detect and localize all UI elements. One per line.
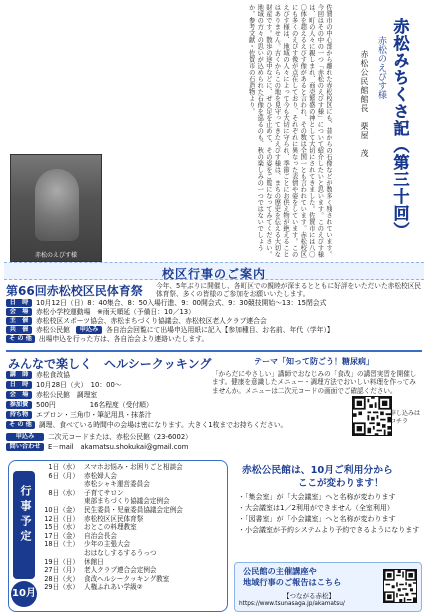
row-text: 各自治会回覧にて出場申込用紙に記入【参加種目、お名前、年代（学年）】 — [105, 326, 334, 334]
notice-item: ・ 「集会室」が「大会議室」へと名称が変わります — [238, 492, 422, 503]
row-label: 申込み — [76, 326, 102, 334]
ebisu-statue-image — [35, 169, 79, 241]
cook-row-fee — [6, 401, 153, 409]
row-label: 参加費 — [6, 401, 32, 409]
calendar-date — [43, 480, 79, 489]
footer-qr-code-icon[interactable] — [383, 569, 417, 603]
notice-subtitle: ここが変わります！ — [298, 478, 384, 489]
row-text: 赤松公民館 — [36, 326, 70, 334]
calendar-event: スマホお悩み・お困りごと相談会 — [84, 463, 183, 471]
calendar-label: 行事予定 — [19, 485, 32, 545]
row-text: 10月12日（日）8：40集合、8：50入場行進、9：00開会式、9：30競技開始～13：15閉会式 — [36, 299, 327, 307]
essay-body: 佐賀市の中心部から離れた赤松校区にも、昔からの石像などが数多く残されています。今回はその中の一つ「赤松のえびす様」について紹介したいと思います。このえびす様は、町の人々に親しまれ、商売繁盛の神として大切にされてきました。佐賀市には八〇〇体を超えるえびす像があると言われ、その数は全国一とも言われています。赤松校区にも多くのえびす像が点在しており、それぞれに異なった表情や姿をしています。このえびす様は、地域の人々によって今も大切に守られ、季節ごとにお供え物が絶えることはありません。古くからこの地を見守ってきたえびす様は、まちの歴史を伝える大切な財産です。散歩の途中などに、ぜひ足を止めて、その姿をご覧になってみてください。地域の方々の思いが込められた石像を巡るのも、秋の楽しみの一つではないでしょうか。参考文献・佐賀市の石造物より。 — [247, 4, 332, 258]
row-text: E－mail akamatsu.shokukai@gmail.com — [48, 443, 189, 451]
notice-item: ・ 「図書室」が「小会議室」へと名称が変わります — [238, 514, 422, 525]
calendar-item — [43, 515, 225, 524]
cook-row-instructor — [6, 371, 70, 379]
cook-row-datetime — [6, 381, 122, 389]
row-label: 問い合わせ — [6, 443, 44, 451]
notice-item: ・ 小会議室が予約システムより予約できるようになります — [238, 525, 422, 536]
notice-list — [238, 492, 422, 536]
calendar-event: 子育てサロン — [84, 488, 124, 497]
calendar-event: 民生委員・児童委員協議会定例会 — [84, 505, 183, 514]
calendar-date: 8日（水） — [48, 488, 79, 497]
row-text: 赤松校区スポーツ協会、赤松まちづくり協議会、赤松校区老人クラブ連合会 — [36, 317, 267, 325]
calendar-date: 10日（金） — [44, 505, 79, 514]
calendar-event: 赤松婦人会 — [84, 471, 117, 480]
essay-title: 赤松みちくさ記（第三十回） — [391, 18, 410, 239]
calendar-event: おはなしするするうっつ — [84, 548, 157, 557]
row-text: 二次元コードまたは、赤松公民館（23-6002） — [48, 433, 192, 441]
section-header — [4, 262, 424, 280]
cook-row-other — [6, 421, 287, 429]
calendar-event: 老人クラブ連合会定例会 — [84, 566, 157, 575]
footer-line3: 【つながる赤松】 — [283, 592, 335, 600]
footer-banner — [234, 562, 422, 612]
essay-title-box — [344, 10, 422, 248]
calendar-date: 12日（日） — [44, 514, 79, 523]
footer-line1: 公民館の主催講座や — [243, 566, 317, 576]
row-label: 共 催 — [6, 326, 32, 334]
row-text: エプロン・三角巾・筆記用具・抹茶汁 — [36, 411, 152, 419]
row-text: 赤松食改協 — [36, 371, 70, 379]
calendar-date — [43, 497, 79, 506]
calendar-event: おとこの料理教室 — [84, 523, 137, 532]
calendar-date — [43, 549, 79, 558]
calendar-item — [43, 566, 225, 575]
calendar-item — [43, 463, 225, 472]
sports-row-cohost — [6, 326, 334, 334]
row-label: 申込み — [6, 433, 44, 441]
row-label: そ の 他 — [6, 421, 35, 429]
calendar-date: 29日（水） — [44, 583, 79, 592]
footer-line2: 地域行事のご報告はこちら — [243, 577, 342, 587]
calendar-event: 自治会長会 — [84, 531, 117, 540]
calendar-item — [43, 480, 225, 489]
cooking-theme: テーマ「知って防ごう！糖尿病」 — [254, 357, 374, 366]
calendar-date: 1日（水） — [48, 463, 79, 471]
row-label: そ の 他 — [6, 335, 35, 343]
calendar-item — [43, 549, 225, 558]
essay-author: 赤松公民館館長 栗屋 茂 — [360, 50, 369, 158]
calendar-event: 東部まちづくり協議会定例会 — [84, 497, 170, 506]
cook-row-venue — [6, 391, 97, 399]
calendar-event: 赤松校区区民体育祭 — [84, 514, 144, 523]
calendar-event: 休館日 — [84, 557, 104, 566]
row-text: 10月28日（火） 10：00～ — [36, 381, 122, 389]
row-label: 会 場 — [6, 391, 32, 399]
sports-row-host — [6, 317, 267, 325]
calendar-item — [43, 540, 225, 549]
calendar-date: 18日（土） — [44, 540, 79, 549]
row-label: 講 師 — [6, 371, 32, 379]
photo-caption: 赤松のえびす様 — [34, 252, 77, 259]
sports-title: 第66回赤松校区民体育祭 — [6, 284, 143, 298]
calendar-event: 赤松シャキ運営委員会 — [84, 480, 150, 489]
calendar-date: 27日（月） — [44, 566, 79, 575]
calendar-event: 少年の主張大会 — [84, 540, 131, 549]
row-label: 持ち物 — [6, 411, 32, 419]
facility-notice — [234, 460, 422, 558]
calendar-date: 28日（火） — [44, 574, 79, 583]
qr-note: 申し込みはコチラ — [390, 410, 421, 425]
calendar-item — [43, 523, 225, 532]
cook-row-apply — [6, 433, 192, 441]
section-title: 校区行事のご案内 — [161, 267, 266, 281]
calendar-date: 6日（月） — [48, 471, 79, 480]
calendar-list — [43, 463, 225, 592]
row-label: 日 時 — [6, 299, 32, 307]
calendar-item — [43, 558, 225, 567]
sports-festival-block — [6, 282, 422, 348]
calendar-event: 食改ヘルシークッキング教室 — [84, 574, 170, 583]
essay-subtitle: 赤松のえびす様 — [376, 36, 386, 99]
notice-item: ・ 大会議室は1／2利用ができません（全室利用） — [238, 503, 422, 514]
calendar-event: 人権ふれあい学級② — [84, 583, 143, 592]
cooking-description: 「からだにやさしい」講師でおなじみの「食改」の講習実習を開催します。健康を意識したメニュー・調理方法でおいしい料理を作ってみませんか。メニューは二次元コードの画面でご確認ください。 — [212, 370, 417, 395]
notice-title: 赤松公民館は、10月ご利用分から — [242, 465, 393, 476]
row-text: 500円 16名程度（受付順） — [36, 401, 153, 409]
sports-row-other — [6, 335, 208, 343]
cook-row-contact — [6, 443, 188, 451]
row-label: 主 催 — [6, 317, 32, 325]
calendar-item — [43, 472, 225, 481]
calendar-month-badge: 10月 — [11, 581, 37, 607]
calendar-date: 15日（水） — [44, 523, 79, 532]
calendar-item — [43, 583, 225, 592]
cooking-block — [6, 350, 422, 456]
cooking-title: みんなで楽しく ヘルシークッキング — [8, 357, 212, 371]
calendar-item — [43, 497, 225, 506]
row-text: 調理、食べている時間中の会場は密になります。大きく1枚までお持ちください。 — [38, 421, 288, 429]
row-label: 会 場 — [6, 308, 32, 316]
cooking-qr-code-icon[interactable] — [352, 396, 392, 436]
calendar-date: 17日（金） — [44, 531, 79, 540]
calendar-date: 19日（日） — [44, 557, 79, 566]
row-label: 日 時 — [6, 381, 32, 389]
sports-row-datetime — [6, 299, 326, 307]
sports-row-venue — [6, 308, 195, 316]
sports-description: 今年、5年ぶりに開催し、各町区での親睦が深まるとともに好評をいただいた赤松校区民体育祭、多くの皆様のご参加をお願いいたします。 — [156, 282, 422, 299]
calendar-item — [43, 506, 225, 515]
row-text: 出場申込を行った方は、各自治会より連絡いたします。 — [38, 335, 209, 343]
row-text: 赤松公民館 調理室 — [36, 391, 98, 399]
cook-row-bring — [6, 411, 152, 419]
footer-url-link[interactable]: https://www.tsunasaga.jp/akamatsu/ — [239, 601, 345, 607]
essay-section — [4, 4, 424, 260]
calendar-label-box — [13, 471, 35, 579]
event-calendar — [8, 460, 228, 612]
row-text: 赤松小学校運動場 ※雨天順延（予備日：10／13） — [36, 308, 195, 316]
ebisu-photo — [10, 154, 102, 262]
